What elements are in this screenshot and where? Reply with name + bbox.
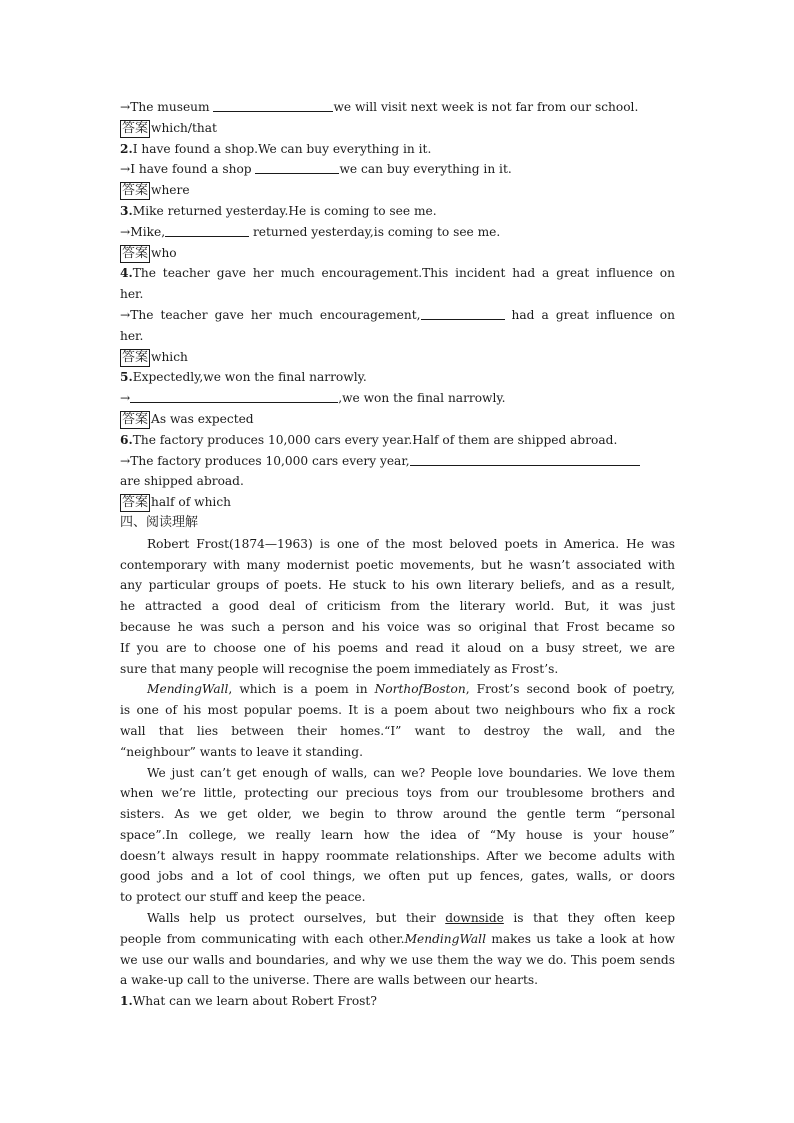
- passage-paragraph-3: [120, 763, 675, 909]
- passage-line: wall that lies between their homes.“I” want to destroy the wall, and the: [120, 723, 675, 738]
- answer-tag: 答案: [122, 245, 149, 261]
- answer-blank[interactable]: [410, 452, 640, 466]
- q3-rewrite: →Mike, returned yesterday,is coming to see me.: [120, 224, 501, 239]
- passage-paragraph-1: [120, 534, 675, 680]
- answer-tag: 答案: [122, 183, 149, 199]
- passage-line: a wake-up call to the universe. There are walls between our hearts.: [120, 973, 538, 988]
- q4-sentence: 4.The teacher gave her much encouragement.This incident had a great influence on: [120, 266, 675, 281]
- passage-line: sisters. As we get older, we begin to throw around the gentle term “personal: [120, 807, 675, 822]
- answer-blank[interactable]: [421, 306, 505, 320]
- q4-rewrite-cont: her.: [120, 328, 144, 343]
- q6-rewrite-cont: are shipped abroad.: [120, 474, 244, 489]
- q4-rewrite: →The teacher gave her much encouragement, had a great influence on: [120, 307, 675, 322]
- passage-line: MendingWall, which is a poem in NorthofBoston, Frost’s second book of poetry,: [147, 682, 675, 697]
- q6-rewrite: →The factory produces 10,000 cars every year,: [120, 451, 675, 472]
- q6-sentence: 6.The factory produces 10,000 cars every year.Half of them are shipped abroad.: [120, 432, 618, 447]
- q2-answer: 答案 where: [122, 183, 190, 199]
- passage-line: Walls help us protect ourselves, but their downside is that they often keep: [147, 911, 675, 926]
- q6-answer: 答案 half of which: [122, 495, 231, 511]
- answer-blank[interactable]: [130, 389, 338, 403]
- answer-tag: 答案: [122, 120, 149, 136]
- passage-line: good jobs and a lot of cool things, we often put up fences, gates, walls, or doors: [120, 869, 675, 884]
- passage-paragraph-2: [120, 679, 675, 762]
- arrow-icon: →: [120, 391, 131, 406]
- passage-paragraph-4: [120, 908, 675, 991]
- passage-line: sure that many people will recognise the poem immediately as Frost’s.: [120, 661, 559, 676]
- q4-sentence-cont: her.: [120, 287, 144, 302]
- passage-line: Robert Frost(1874—1963) is one of the most beloved poets in America. He was: [147, 536, 675, 551]
- passage-line: is one of his most popular poems. It is a poem about two neighbours who fix a rock: [120, 703, 675, 718]
- section-title: 四、阅读理解: [120, 514, 199, 530]
- passage-line: space”.In college, we really learn how the idea of “My house is your house”: [120, 827, 675, 842]
- passage-line: We just can’t get enough of walls, can we? People love boundaries. We love them: [147, 765, 675, 780]
- passage-line: he attracted a good deal of criticism from the literary world. But, it was just: [120, 599, 675, 614]
- passage-line: we use our walls and boundaries, and why we use them the way we do. This poem sends: [120, 952, 675, 967]
- poem-title: MendingWall: [404, 931, 486, 946]
- poem-title: MendingWall: [147, 682, 229, 697]
- arrow-icon: →: [120, 100, 131, 114]
- passage-line: when we’re little, protecting our precious toys from our troublesome brothers and: [120, 786, 675, 801]
- answer-tag: 答案: [122, 495, 149, 511]
- arrow-icon: →: [120, 224, 131, 239]
- answer-blank[interactable]: [255, 160, 339, 174]
- q3-answer: 答案 who: [122, 245, 177, 261]
- passage-line: because he was such a person and his voice was so original that Frost became so: [120, 619, 675, 634]
- passage-line: any particular groups of poets. He stuck to his own literary beliefs, and as a result,: [120, 578, 675, 593]
- passage-line: to protect our stuff and keep the peace.: [120, 890, 366, 905]
- arrow-icon: →: [120, 453, 131, 468]
- q3-sentence: 3.Mike returned yesterday.He is coming to see me.: [120, 203, 437, 218]
- answer-tag: 答案: [122, 411, 149, 427]
- answer-tag: 答案: [122, 349, 149, 365]
- q5-answer: 答案 As was expected: [122, 411, 254, 427]
- passage-line: doesn’t always result in happy roommate relationships. After we become adults with: [120, 848, 675, 863]
- arrow-icon: →: [120, 162, 131, 177]
- q5-rewrite: → ,we won the final narrowly.: [120, 391, 506, 406]
- q2-sentence: 2.I have found a shop.We can buy everything in it.: [120, 141, 432, 156]
- q1-answer: 答案 which/that: [122, 120, 217, 136]
- passage-line: contemporary with many modernist poetic movements, but he wasn’t associated with: [120, 557, 675, 572]
- worksheet-page: [120, 97, 675, 1012]
- answer-blank[interactable]: [213, 98, 333, 112]
- passage-line: people from communicating with each other.MendingWall makes us take a look at how: [120, 931, 675, 946]
- q5-sentence: 5.Expectedly,we won the final narrowly.: [120, 370, 367, 385]
- reading-question-1: 1.What can we learn about Robert Frost?: [120, 994, 377, 1009]
- book-title: NorthofBoston: [374, 682, 466, 697]
- arrow-icon: →: [120, 307, 131, 322]
- passage-line: If you are to choose one of his poems and read it aloud on a busy street, we are: [120, 640, 675, 655]
- underlined-word: downside: [445, 911, 504, 926]
- q4-answer: 答案 which: [122, 349, 188, 365]
- passage-line: “neighbour” wants to leave it standing.: [120, 744, 363, 759]
- q2-rewrite: →I have found a shop we can buy everything in it.: [120, 162, 512, 177]
- q1-rewrite: →The museum we will visit next week is not far from our school.: [120, 100, 639, 114]
- answer-blank[interactable]: [165, 223, 249, 237]
